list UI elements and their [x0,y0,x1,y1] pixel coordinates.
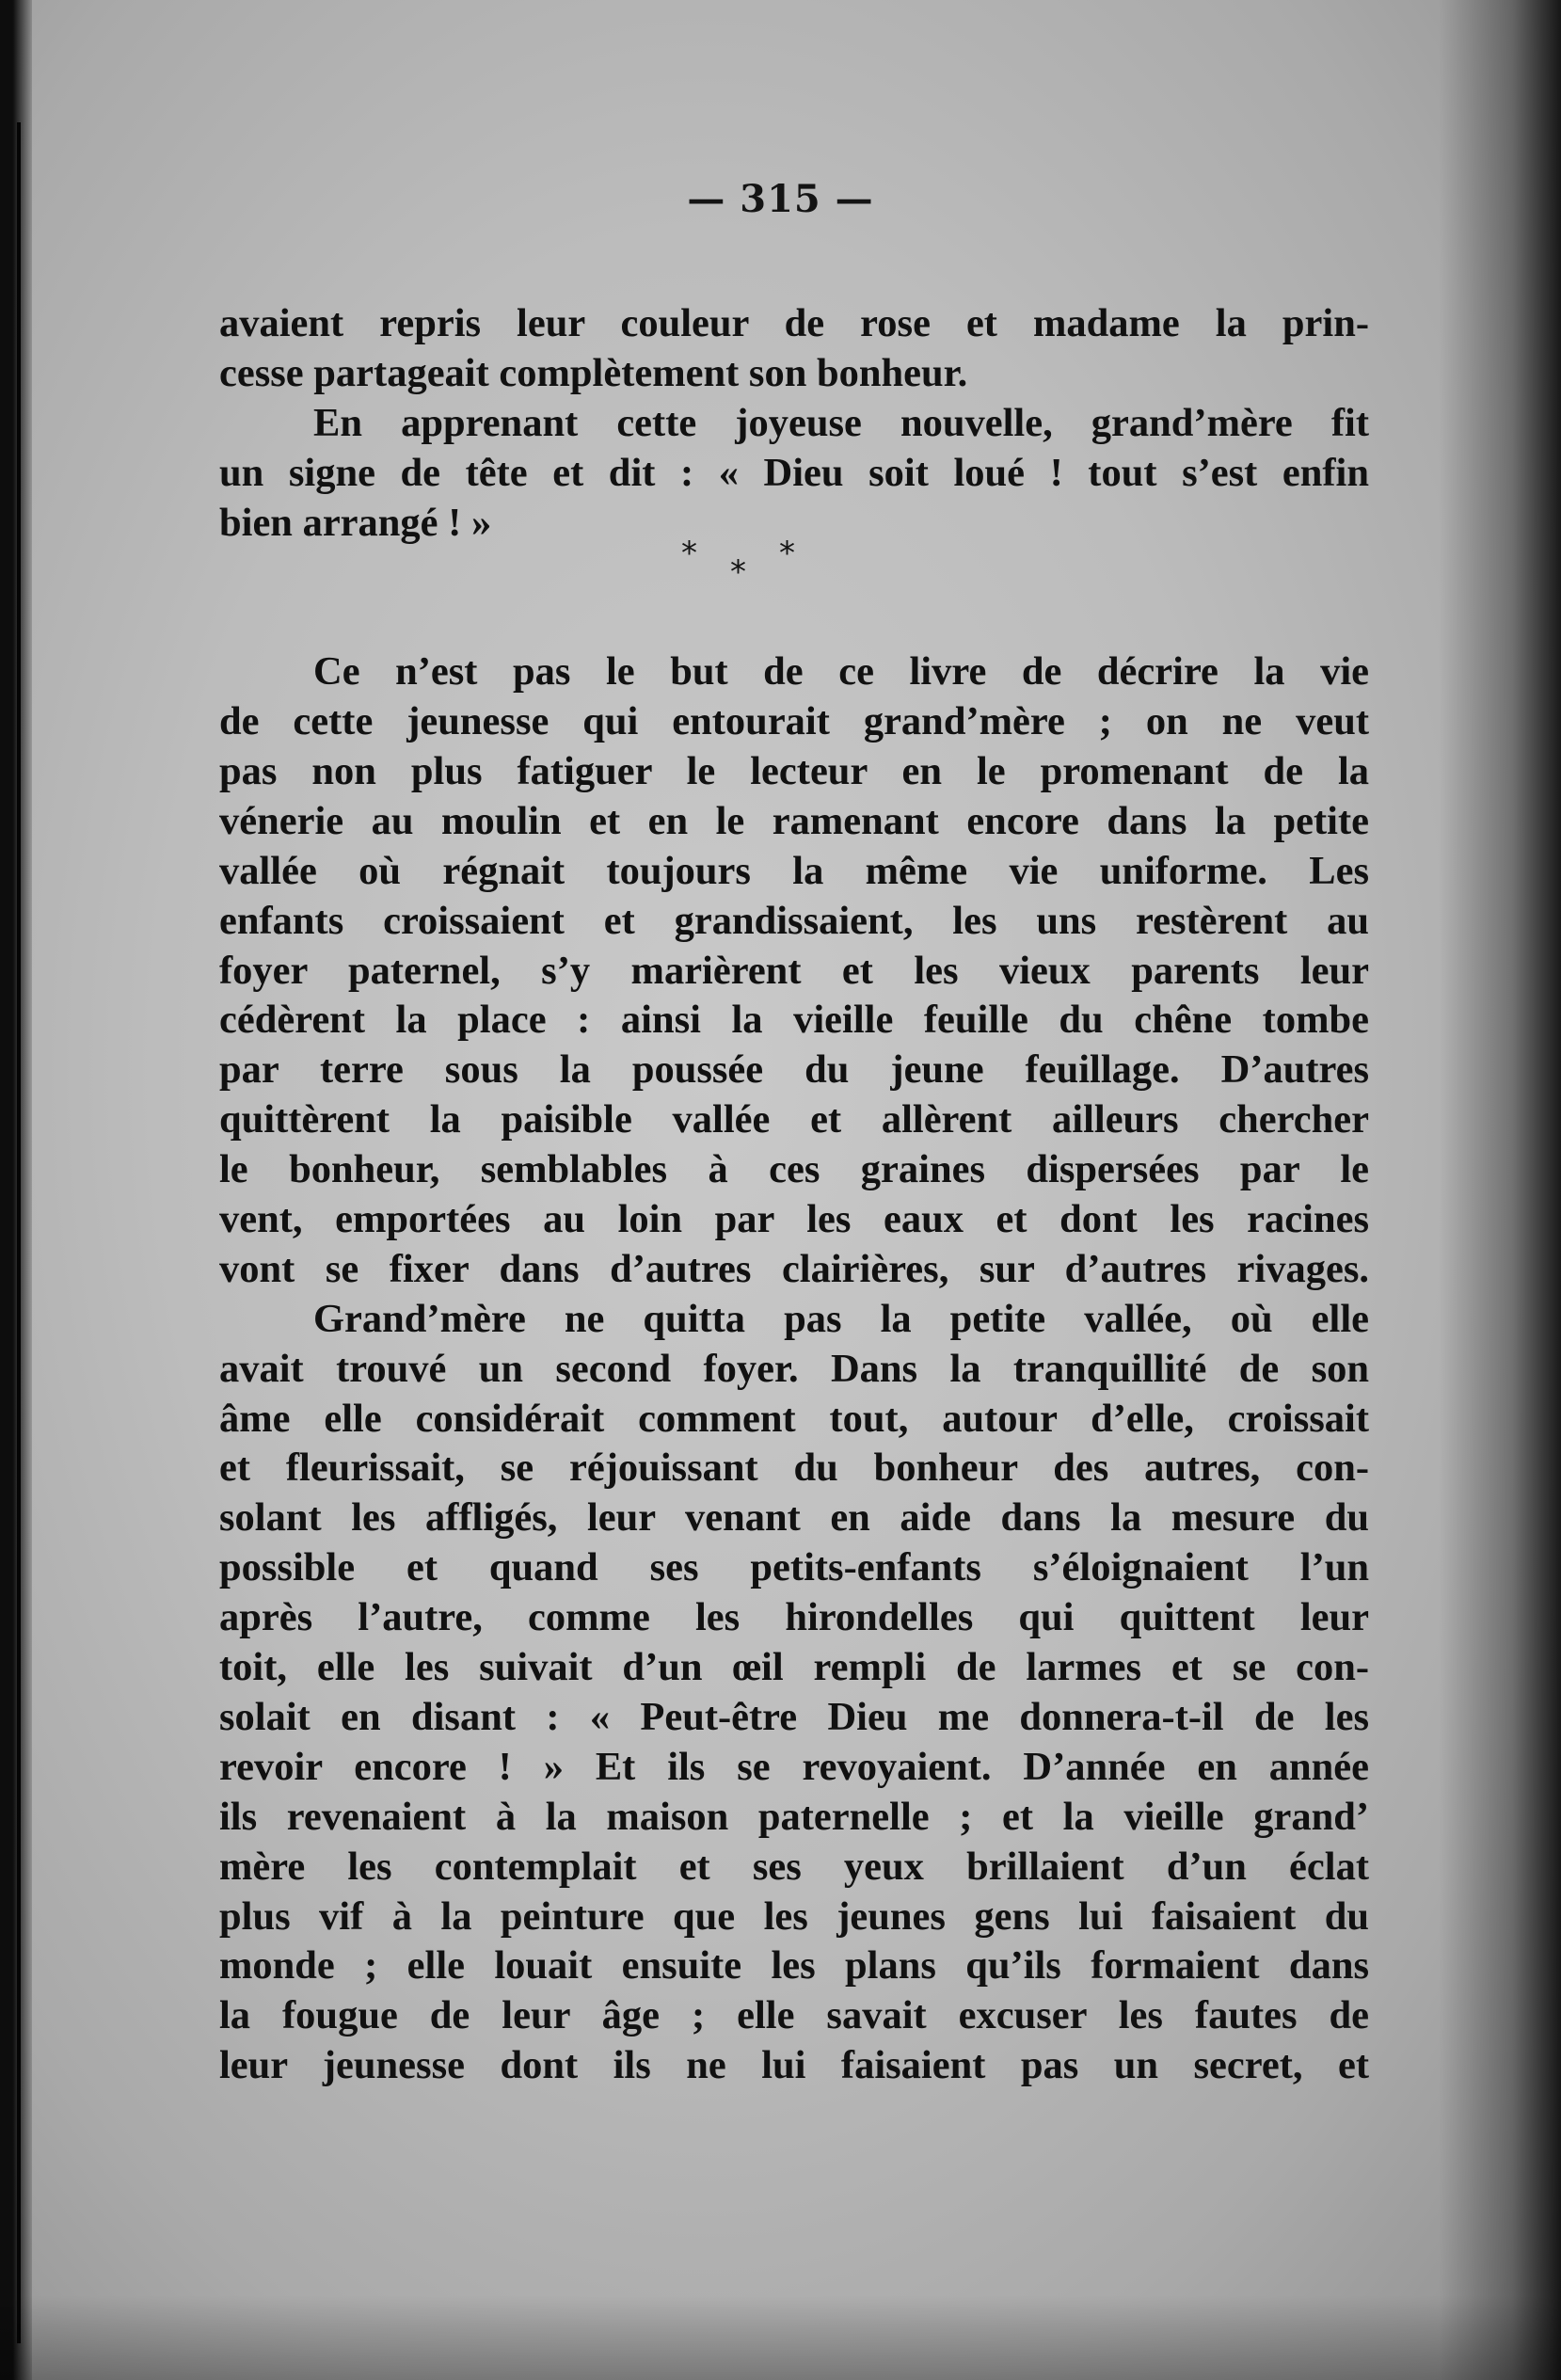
text-line: enfants croissaient et grandissaient, les uns restèrent au [219,898,1369,943]
text-line: Grand’mère ne quitta pas la petite vallée, où elle [313,1296,1369,1341]
text-line: revoir encore ! » Et ils se revoyaient. D’année en année [219,1744,1369,1789]
page-number: — 315 — [687,177,874,221]
text-line: mère les contemplait et ses yeux brillaient d’un éclat [219,1844,1369,1889]
text-line: un signe de tête et dit : « Dieu soit loué ! tout s’est enfin [219,450,1369,495]
separator-asterisk: * [779,535,795,572]
text-line: En apprenant cette joyeuse nouvelle, grand’mère fit [313,400,1369,445]
text-line: pas non plus fatiguer le lecteur en le promenant de la [219,749,1369,794]
text-line: ils revenaient à la maison paternelle ; et la vieille grand’ [219,1794,1369,1839]
text-line: le bonheur, semblables à ces graines dispersées par le [219,1147,1369,1192]
text-line: la fougue de leur âge ; elle savait excuser les fautes de [219,1993,1369,2038]
text-line: vont se fixer dans d’autres clairières, sur d’autres rivages. [219,1246,1369,1291]
text-line: Ce n’est pas le but de ce livre de décrire la vie [313,649,1369,695]
text-line: bien arrangé ! » [219,500,492,545]
text-line: vénerie au moulin et en le ramenant encore dans la petite [219,798,1369,843]
text-line: solait en disant : « Peut-être Dieu me donnera-t-il de les [219,1694,1369,1739]
page-binding-edge [0,0,32,2380]
body-text [219,299,1369,2091]
text-line: possible et quand ses petits-enfants s’éloignaient l’un [219,1545,1369,1590]
separator-gap [219,548,1369,598]
text-line: vent, emportées au loin par les eaux et dont les racines [219,1197,1369,1242]
text-line: par terre sous la poussée du jeune feuillage. D’autres [219,1047,1369,1093]
separator-asterisk: * [681,535,697,572]
text-line: vallée où régnait toujours la même vie uniforme. Les [219,848,1369,893]
text-line: monde ; elle louait ensuite les plans qu’ils formaient dans [219,1943,1369,1989]
text-line: cesse partageait complètement son bonheur. [219,350,968,395]
text-line: âme elle considérait comment tout, autour d’elle, croissait [219,1396,1369,1441]
text-line: de cette jeunesse qui entourait grand’mère ; on ne veut [219,699,1369,744]
separator-gap [219,598,1369,647]
text-line: quittèrent la paisible vallée et allèrent ailleurs chercher [219,1097,1369,1142]
text-line: solant les affligés, leur venant en aide dans la mesure du [219,1495,1369,1541]
text-line: avait trouvé un second foyer. Dans la tranquillité de son [219,1346,1369,1391]
binding-line [17,122,21,2343]
text-line: cédèrent la place : ainsi la vieille feuille du chêne tombe [219,998,1369,1043]
text-line: après l’autre, comme les hirondelles qui quittent leur [219,1595,1369,1640]
text-line: plus vif à la peinture que les jeunes gens lui faisaient du [219,1893,1369,1939]
text-line: avaient repris leur couleur de rose et madame la prin- [219,301,1369,345]
separator-asterisk: * [730,553,746,591]
text-line: foyer paternel, s’y marièrent et les vieux parents leur [219,948,1369,993]
page-shadow-right [1439,0,1561,2380]
text-line: leur jeunesse dont ils ne lui faisaient pas un secret, et [219,2043,1369,2088]
text-line: toit, elle les suivait d’un œil rempli de larmes et se con- [219,1645,1369,1690]
text-line: et fleurissait, se réjouissant du bonheur des autres, con- [219,1446,1369,1491]
page-shadow-bottom [0,2295,1561,2380]
